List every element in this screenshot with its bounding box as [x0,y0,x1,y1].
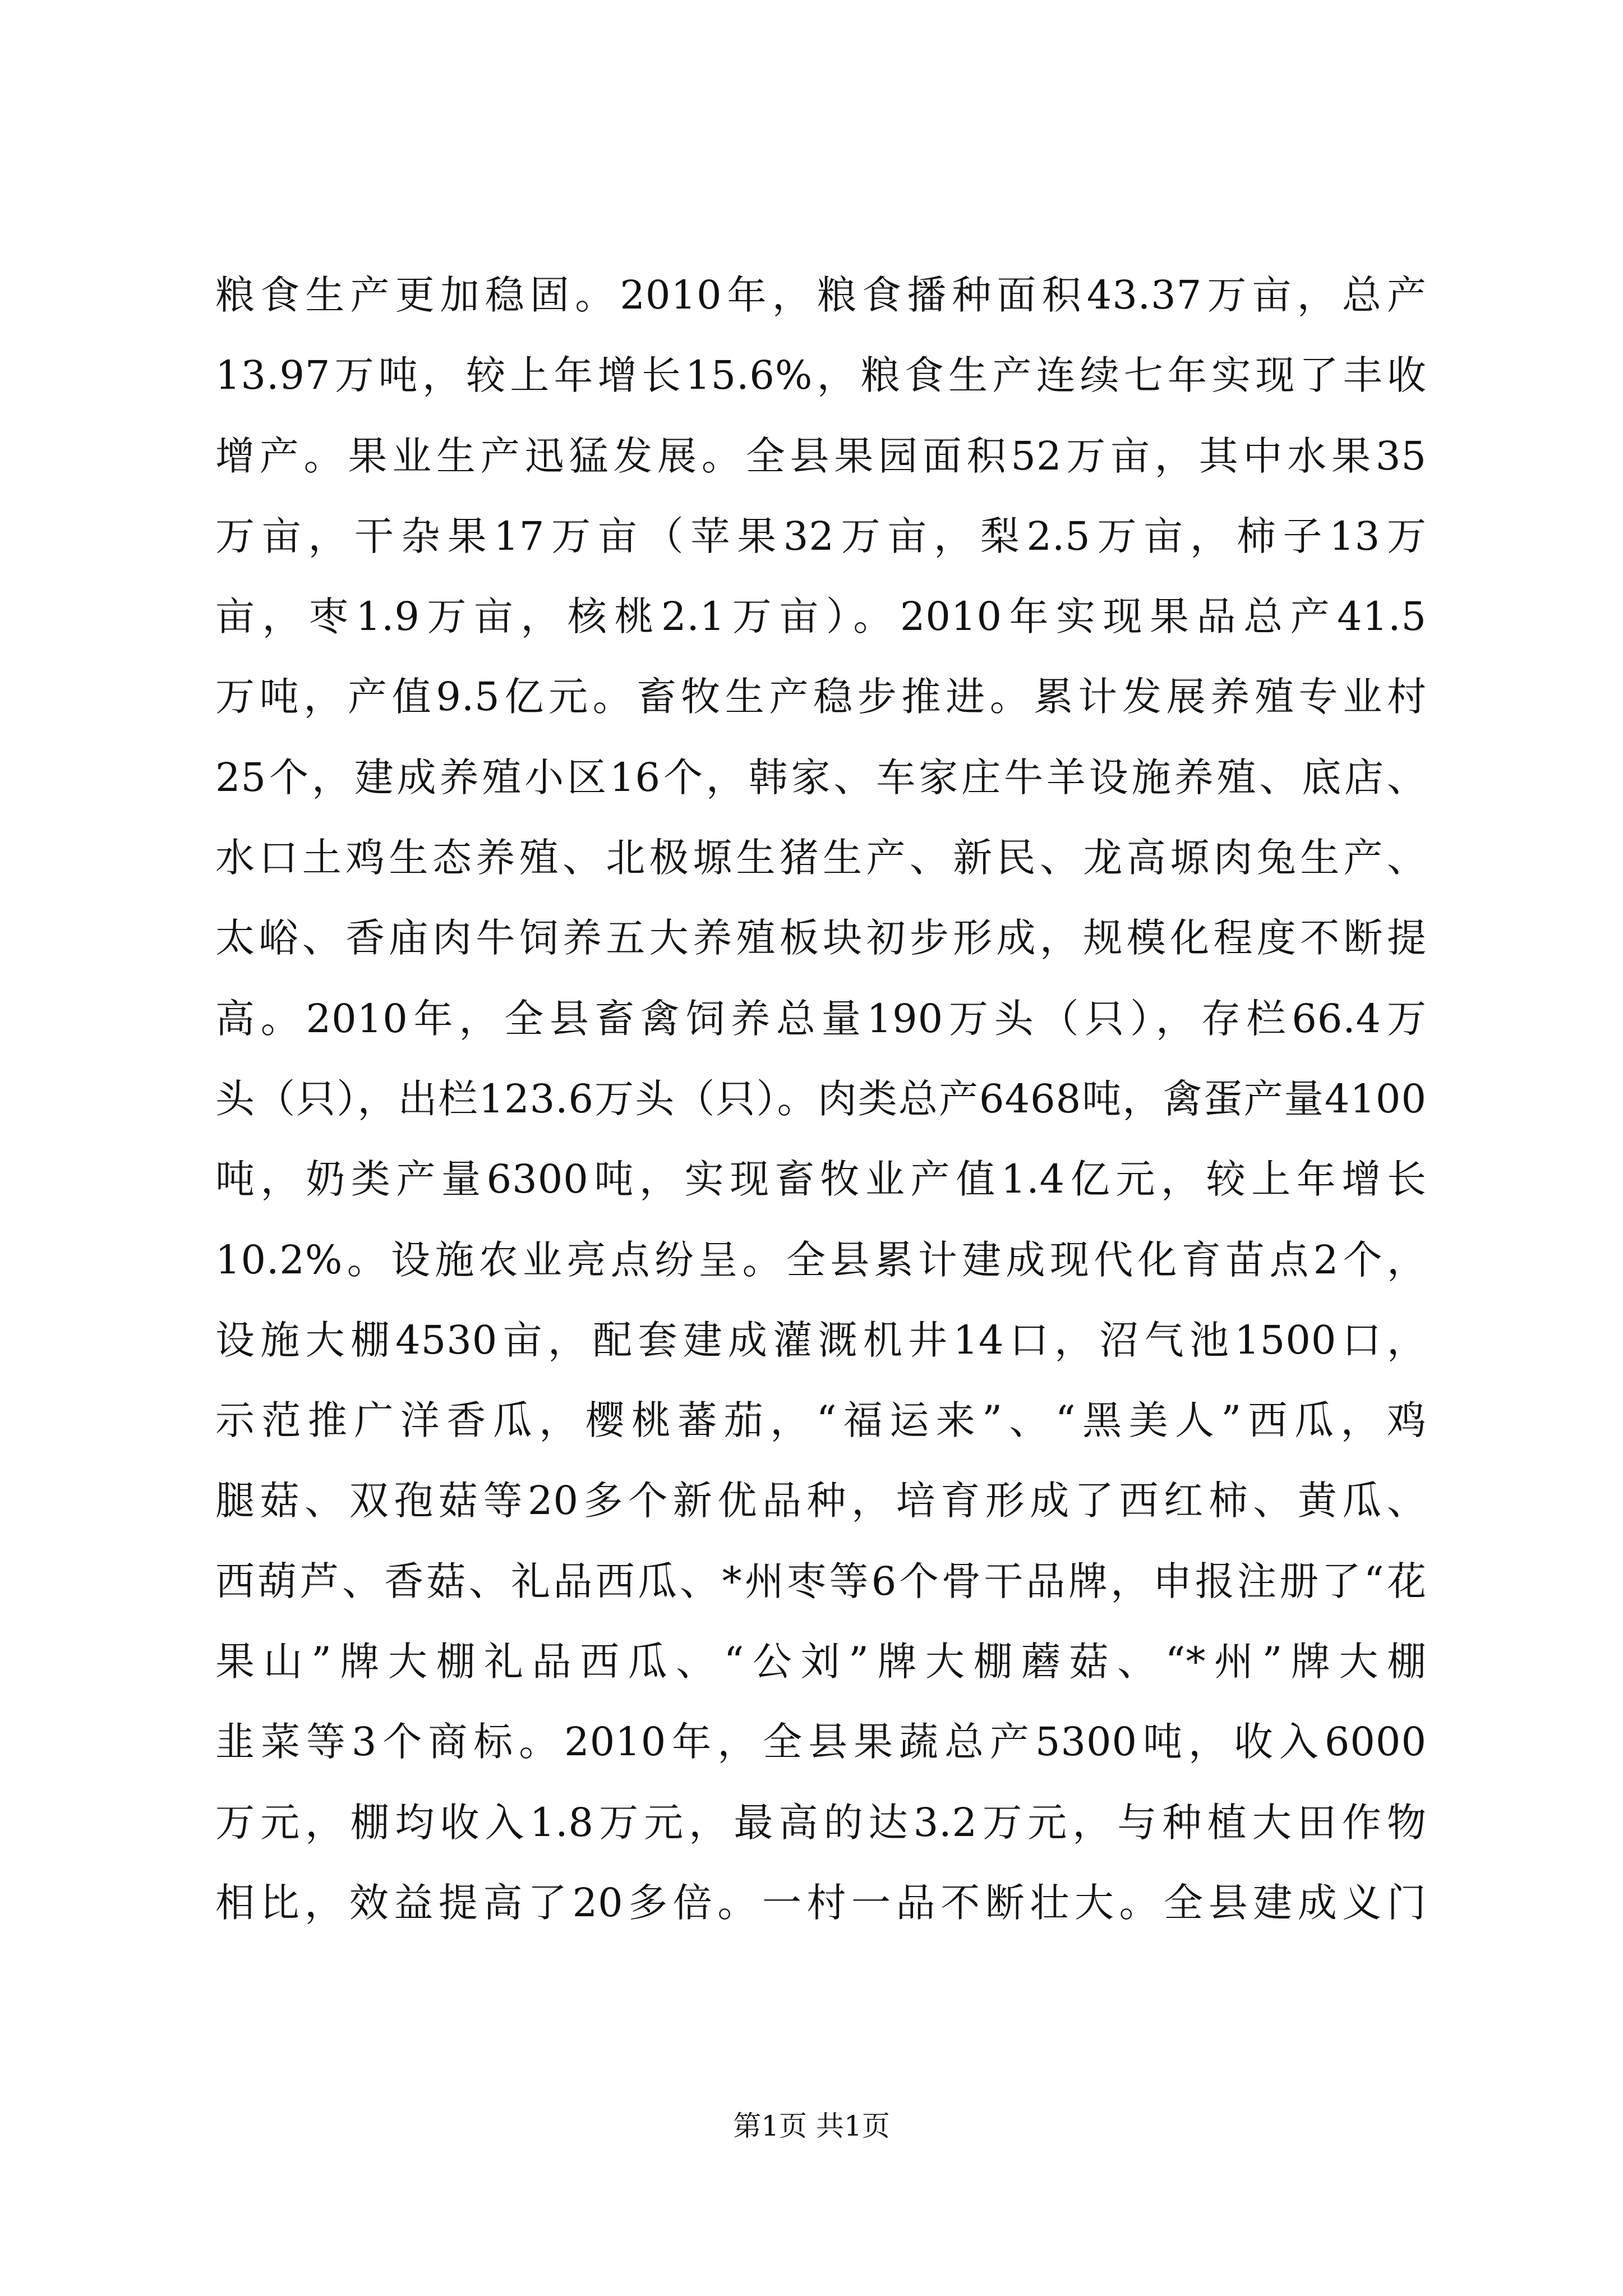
text-line: 太峪、香庙肉牛饲养五大养殖板块初步形成，规模化程度不断提 [215,915,1427,961]
body-text [215,264,1427,1952]
text-line: 粮食生产更加稳固。2010年，粮食播种面积43.37万亩，总产 [215,272,1427,318]
text-line: 设施大棚4530亩，配套建成灌溉机井14口，沼气池1500口， [215,1317,1427,1363]
page-footer [0,2104,1623,2144]
text-line: 示范推广洋香瓜，樱桃蕃茄，“福运来”、“黑美人”西瓜，鸡 [215,1397,1427,1444]
text-line: 相比，效益提高了20多倍。一村一品不断壮大。全县建成义门 [215,1879,1427,1926]
text-line: 西葫芦、香菇、礼品西瓜、*州枣等6个骨干品牌，申报注册了“花 [215,1558,1427,1604]
text-line: 10.2%。设施农业亮点纷呈。全县累计建成现代化育苗点2个， [215,1236,1427,1283]
text-line: 万吨，产值9.5亿元。畜牧生产稳步推进。累计发展养殖专业村 [215,674,1427,720]
text-line: 亩，枣1.9万亩，核桃2.1万亩）。2010年实现果品总产41.5 [215,593,1427,640]
text-line: 万元，棚均收入1.8万元，最高的达3.2万元，与种植大田作物 [215,1799,1427,1846]
text-line: 13.97万吨，较上年增长15.6%，粮食生产连续七年实现了丰收 [215,352,1427,399]
text-line: 增产。果业生产迅猛发展。全县果园面积52万亩，其中水果35 [215,432,1427,479]
text-line: 果山”牌大棚礼品西瓜、“公刘”牌大棚蘑菇、“*州”牌大棚 [215,1639,1427,1685]
text-line: 头（只），出栏123.6万头（只）。肉类总产6468吨，禽蛋产量4100 [215,1075,1427,1122]
text-line: 万亩，干杂果17万亩（苹果32万亩，梨2.5万亩，柿子13万 [215,513,1427,559]
text-line: 吨，奶类产量6300吨，实现畜牧业产值1.4亿元，较上年增长 [215,1156,1427,1203]
text-line: 高。2010年，全县畜禽饲养总量190万头（只），存栏66.4万 [215,995,1427,1042]
text-line: 水口土鸡生态养殖、北极塬生猪生产、新民、龙高塬肉兔生产、 [215,835,1427,881]
text-line: 25个，建成养殖小区16个，韩家、车家庄牛羊设施养殖、底店、 [215,754,1427,800]
page-number-label: 第1页 共1页 [733,2110,890,2142]
text-line: 韭菜等3个商标。2010年，全县果蔬总产5300吨，收入6000 [215,1719,1427,1765]
text-line: 腿菇、双孢菇等20多个新优品种，培育形成了西红柿、黄瓜、 [215,1478,1427,1524]
